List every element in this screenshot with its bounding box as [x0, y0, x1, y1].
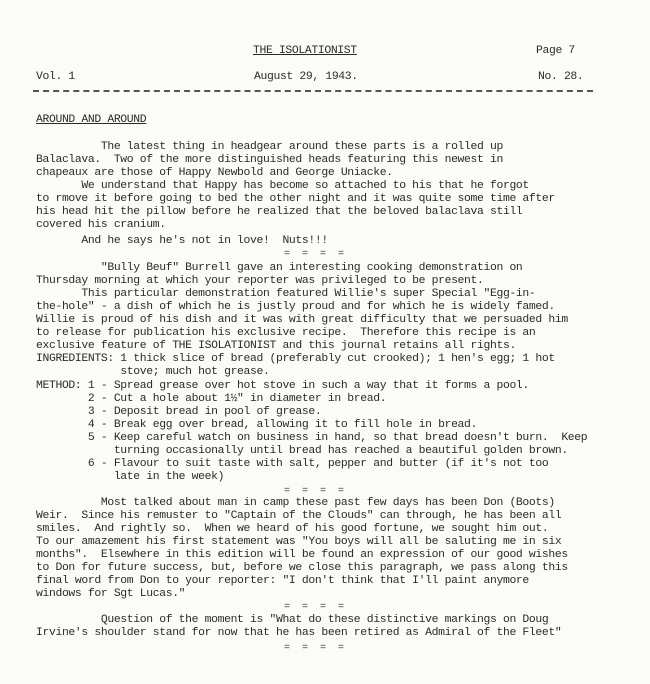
method-step: 3 - Deposit bread in pool of grease.	[36, 406, 322, 418]
text-line: smiles. And rightly so. When we heard of his good fortune, we sought him out.	[36, 523, 549, 535]
text-line: windows for Sgt Lucas."	[36, 588, 186, 600]
separator: = = = =	[284, 602, 348, 613]
text-line: Weir. Since his remuster to "Captain of the Clouds" can through, he has been all	[36, 510, 562, 522]
issue-number: No. 28.	[538, 71, 584, 83]
ingredients-line: stove; much hot grease.	[36, 366, 270, 378]
text-line: exclusive feature of THE ISOLATIONIST and this journal retains all rights.	[36, 340, 516, 352]
method-step: 4 - Break egg over bread, allowing it to fill hole in bread.	[36, 419, 478, 431]
separator: = = = =	[284, 643, 348, 654]
ingredients-line: INGREDIENTS: 1 thick slice of bread (preferably cut crooked); 1 hen's egg; 1 hot	[36, 353, 555, 365]
text-line: To our amazement his first statement was "You boys will all be saluting me in six	[36, 536, 562, 548]
text-line: final word from Don to your reporter: "I don't think that I'll paint anymore	[36, 575, 529, 587]
text-line: Irvine's shoulder stand for now that he has been retired as Admiral of the Fleet"	[36, 627, 562, 639]
text-line: his head hit the pillow before he realized that the beloved balaclava still	[36, 206, 523, 218]
header-rule	[33, 90, 593, 92]
separator: = = = =	[284, 486, 348, 497]
text-line: months". Elsewhere in this edition will be found an expression of our good wishes	[36, 549, 568, 561]
text-line: Thursday morning at which your reporter was privileged to be present.	[36, 275, 484, 287]
text-line: We understand that Happy has become so attached to his that he forgot	[36, 180, 529, 192]
method-step: 5 - Keep careful watch on business in hand, so that bread doesn't burn. Keep	[36, 432, 588, 444]
text-line: Question of the moment is "What do these distinctive markings on Doug	[36, 614, 549, 626]
text-line: chapeaux are those of Happy Newbold and George Uniacke.	[36, 167, 393, 179]
separator: = = = =	[284, 249, 348, 260]
section-title: AROUND AND AROUND	[36, 114, 147, 126]
text-line: And he says he's not in love! Nuts!!!	[36, 235, 328, 247]
volume-label: Vol. 1	[36, 71, 75, 83]
text-line: to release for publication his exclusive recipe. Therefore this recipe is an	[36, 327, 536, 339]
text-line: The latest thing in headgear around these parts is a rolled up	[36, 141, 503, 153]
text-line: to rmove it before going to bed the other night and it was quite some time after	[36, 193, 555, 205]
method-step: 2 - Cut a hole about 1½" in diameter in bread.	[36, 393, 387, 405]
text-line: Most talked about man in camp these past few days has been Don (Boots)	[36, 497, 555, 509]
text-line: covered his cranium.	[36, 219, 166, 231]
method-step: METHOD: 1 - Spread grease over hot stove in such a way that it forms a pool.	[36, 380, 529, 392]
text-line: This particular demonstration featured Willie's super Special "Egg-in-	[36, 288, 536, 300]
method-step: late in the week)	[36, 471, 225, 483]
text-line: "Bully Beuf" Burrell gave an interesting cooking demonstration on	[36, 262, 523, 274]
issue-date: August 29, 1943.	[254, 71, 358, 83]
method-step: 6 - Flavour to suit taste with salt, pepper and butter (if it's not too	[36, 458, 549, 470]
method-step: turning occasionally until bread has reached a beautiful golden brown.	[36, 445, 568, 457]
page-number: Page 7	[536, 45, 575, 57]
text-line: to Don for future success, but, before we close this paragraph, we pass along this	[36, 562, 568, 574]
text-line: Balaclava. Two of the more distinguished heads featuring this newest in	[36, 154, 503, 166]
newsletter-title: THE ISOLATIONIST	[253, 45, 357, 57]
text-line: Willie is proud of his dish and it was with great difficulty that we persuaded him	[36, 314, 568, 326]
text-line: the-hole" - a dish of which he is justly proud and for which he is widely famed.	[36, 301, 555, 313]
